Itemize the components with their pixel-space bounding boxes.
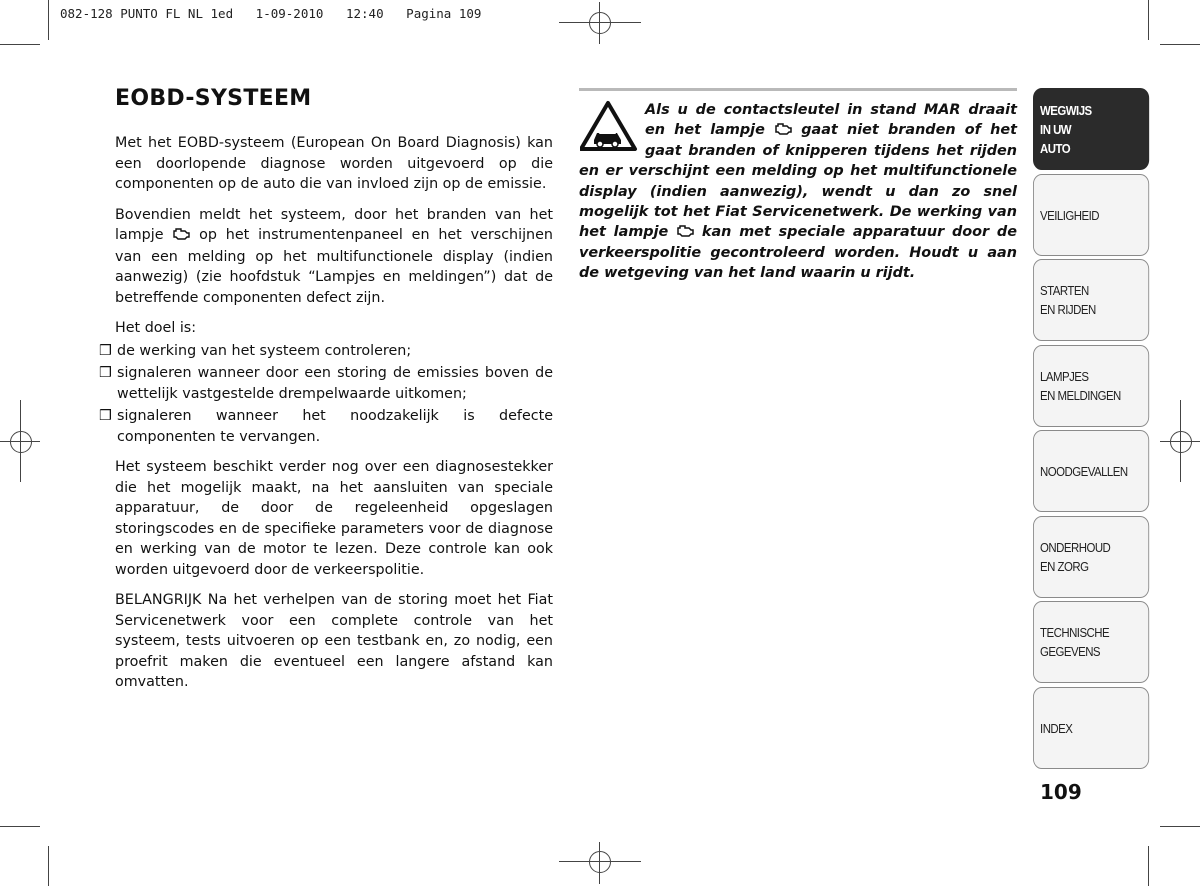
section-body [99,133,553,703]
tab-technische-gegevens[interactable]: TECHNISCHE GEGEVENS [1033,601,1149,683]
crop-mark-top-left [48,0,49,40]
page-number: 109 [1040,780,1082,804]
crop-mark-top-left-h [0,44,40,45]
print-header: 082-128 PUNTO FL NL 1ed 1-09-2010 12:40 Pagina 109 [60,6,482,21]
list-item: ❒ de werking van het systeem controleren; [99,341,553,362]
tab-lampjes-en-meldingen[interactable]: LAMPJES EN MELDINGEN [1033,345,1149,427]
tab-index[interactable]: INDEX [1033,687,1149,769]
engine-warning-icon [676,224,694,240]
checkbox-bullet-icon: ❒ [99,342,112,359]
list-item: ❒ signaleren wanneer het noodzakelijk is defecte componenten te vervangen. [99,408,553,445]
tab-noodgevallen[interactable]: NOODGEVALLEN [1033,430,1149,512]
warning-text: Als u de contactsleutel in stand MAR draait en het lampje gaat niet branden of het gaat branden of knipperen tijdens het rijden en er verschijnt een melding op het multifunctionele display (indien aanwezig), wendt u dan zo snel mogelijk tot het Fiat Servicenetwerk. De werking van het lampje kan met speciale apparatuur door de verkeerspolitie gecontroleerd worden. Houdt u aan de wetgeving van het land waarin u rijdt. [579,102,1017,282]
list-item: ❒ signaleren wanneer door een storing de emissies boven de wettelijk vastgestelde drempelwaarde uitkomen; [99,365,553,402]
engine-warning-icon [774,122,792,138]
paragraph-intro: Met het EOBD-systeem (European On Board Diagnosis) kan een doorlopende diagnose worden uitgevoerd op die componenten op de auto die van invloed zijn op de emissie. [115,135,553,192]
section-title: EOBD-SYSTEEM [115,86,312,111]
paragraph-lamp: Bovendien meldt het systeem, door het branden van het lampje op het instrumentenpaneel en het verschijnen van een melding op het multifunctionele display (indien aanwezig) (zie hoofdstuk “Lampjes en meldingen”) dat de betreffende componenten defect zijn. [115,206,553,306]
checkbox-bullet-icon: ❒ [99,365,112,381]
paragraph-important: BELANGRIJK Na het verhelpen van de storing moet het Fiat Servicenetwerk voor een complete controle van het systeem, tests uitvoeren op een testbank en, zo nodig, een proefrit maken die eventueel een langere afstand kan omvatten. [115,592,553,690]
crop-mark-bottom-right [1148,846,1149,886]
goal-list [99,341,553,448]
tab-wegwijs-in-uw-auto[interactable]: WEGWIJS IN UW AUTO [1033,88,1149,170]
warning-rule [579,88,1017,91]
paragraph-diagnosis: Het systeem beschikt verder nog over een diagnosestekker die het mogelijk maakt, na het aansluiten van speciale apparatuur, de door de regeleenheid opgeslagen storingscodes en de specifieke parameters voor de diagnose en werking van de motor te lezen. Deze controle kan ook worden uitgevoerd door de verkeerspolitie. [115,459,553,578]
crop-mark-top-right [1148,0,1149,40]
checkbox-bullet-icon: ❒ [99,408,112,424]
crop-mark-bottom-right-h [1160,826,1200,827]
crop-mark-bottom-left-h [0,826,40,827]
tab-veiligheid[interactable]: VEILIGHEID [1033,174,1149,256]
crop-mark-top-right-h [1160,44,1200,45]
tab-starten-en-rijden[interactable]: STARTEN EN RIJDEN [1033,259,1149,341]
tab-onderhoud-en-zorg[interactable]: ONDERHOUD EN ZORG [1033,516,1149,598]
crop-mark-bottom-left [48,846,49,886]
goal-intro: Het doel is: [115,320,197,336]
engine-warning-icon [172,228,190,243]
